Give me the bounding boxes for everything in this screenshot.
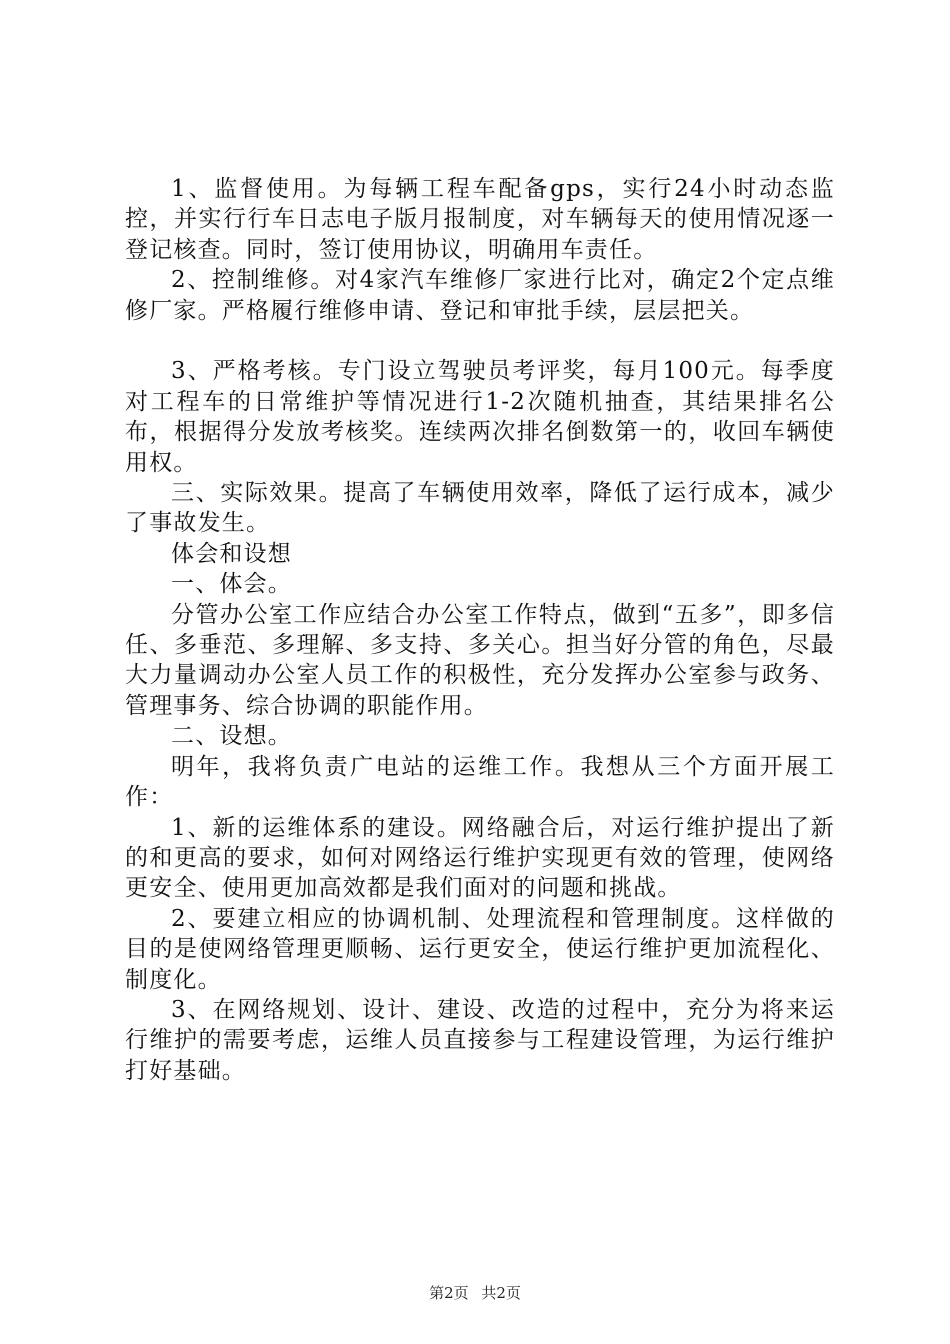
subheading-reflection: 一、体会。	[171, 571, 292, 598]
subheading-plans: 二、设想。	[171, 723, 292, 750]
page-footer	[0, 1283, 950, 1303]
page-total: 共2页	[481, 1284, 521, 1302]
paragraph-actual-effect: 三、实际效果。提高了车辆使用效率，降低了运行成本，减少了事故发生。	[125, 480, 835, 537]
paragraph-office-management: 分管办公室工作应结合办公室工作特点，做到“五多”，即多信任、多垂范、多理解、多支持、多关心。担当好分管的角色，尽最大力量调动办公室人员工作的积极性，充分发挥办公室参与政务、管理事务、综合协调的职能作用。	[125, 601, 835, 719]
paragraph-control-repair: 2、控制维修。对4家汽车维修厂家进行比对，确定2个定点维修厂家。严格履行维修申请、登记和审批手续，层层把关。	[125, 267, 835, 324]
section-heading-reflections: 体会和设想	[171, 540, 292, 567]
paragraph-supervise-use: 1、监督使用。为每辆工程车配备gps，实行24小时动态监控，并实行行车日志电子版月报制度，对车辆每天的使用情况逐一登记核查。同时，签订使用协议，明确用车责任。	[125, 176, 835, 263]
page-number: 第2页	[429, 1284, 469, 1302]
document-body	[125, 174, 835, 1086]
paragraph-next-year: 明年，我将负责广电站的运维工作。我想从三个方面开展工作：	[125, 753, 835, 811]
paragraph-strict-assessment: 3、严格考核。专门设立驾驶员考评奖，每月100元。每季度对工程车的日常维护等情况进行1-2次随机抽查，其结果排名公布，根据得分发放考核奖。连续两次排名倒数第一的，收回车辆使用权。	[125, 358, 835, 476]
paragraph-plan-1: 1、新的运维体系的建设。网络融合后，对运行维护提出了新的和更高的要求，如何对网络运行维护实现更有效的管理，使网络更安全、使用更加高效都是我们面对的问题和挑战。	[125, 814, 835, 902]
paragraph-plan-3: 3、在网络规划、设计、建设、改造的过程中，充分为将来运行维护的需要考虑，运维人员直接参与工程建设管理，为运行维护打好基础。	[125, 996, 835, 1084]
paragraph-plan-2: 2、要建立相应的协调机制、处理流程和管理制度。这样做的目的是使网络管理更顺畅、运行更安全，使运行维护更加流程化、制度化。	[125, 905, 835, 993]
